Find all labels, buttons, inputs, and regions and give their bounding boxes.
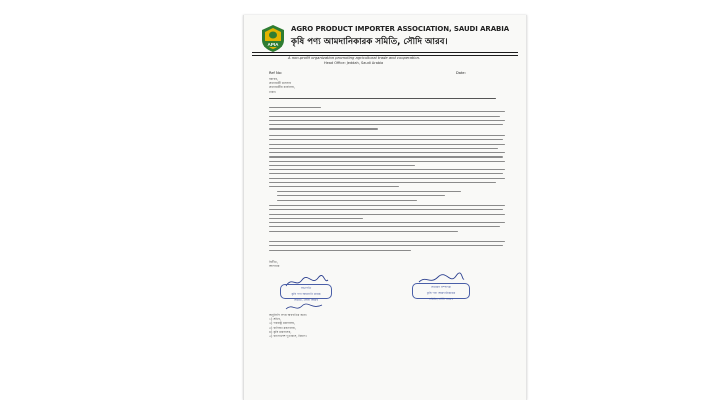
copy-to-heading: অনুলিপি সদয় অবগতির জন্য: [269, 313, 308, 317]
org-name-bangla: কৃষি পণ্য আমদানিকারক সমিতি, সৌদি আরব। [291, 37, 448, 47]
header-rule-thick [252, 52, 518, 53]
addressee-line: প্রধানমন্ত্রীর কার্যালয়, [269, 85, 295, 90]
copy-to-list [269, 313, 307, 338]
addressee-block [269, 77, 295, 94]
body-paragraph-6 [269, 241, 505, 254]
ref-label: Ref No: [269, 71, 283, 75]
closing-line: বিনীত, [269, 260, 278, 264]
president-stamp: সভাপতি কৃষি পণ্য আমদানি কারক সমিতি, সৌদি আরব [280, 284, 332, 299]
head-office: Head Office: Jeddah, Saudi Arabia [324, 61, 384, 65]
copy-to-item: ১) সচিব, [269, 317, 281, 322]
copy-to-item: ৪) কৃষি মন্ত্রণালয়, [269, 329, 292, 334]
tagline: A non-profit organization promoting agricultural trade and cooperation. [288, 56, 421, 60]
body-paragraph-5 [269, 222, 505, 235]
logo-text: APIA [267, 41, 279, 47]
body-paragraph-3 [269, 169, 505, 190]
addressee-line: প্রধানমন্ত্রী মহোদয় [269, 81, 292, 86]
org-name-english: AGRO PRODUCT IMPORTER ASSOCIATION, SAUDI ARABIA [291, 25, 510, 33]
copy-to-item: ৩) বাণিজ্য মন্ত্রণালয়, [269, 325, 296, 330]
signature-mark [284, 301, 324, 313]
header-rule-thin [252, 55, 518, 56]
body-paragraph-4 [269, 205, 505, 222]
letter-document [243, 15, 527, 400]
apia-logo-icon [260, 24, 286, 53]
closing-line: আপনার [269, 264, 280, 269]
addressee-line: ঢাকা। [269, 89, 277, 94]
body-paragraph-2 [269, 135, 505, 169]
copy-to-item: ৫) বাংলাদেশ দূতাবাস, রিয়াদ। [269, 334, 307, 339]
copy-to-item: ২) পররাষ্ট্র মন্ত্রণালয়, [269, 321, 296, 326]
bullet-list [277, 191, 477, 204]
date-label: Date: [456, 71, 466, 75]
subject-line [269, 98, 505, 102]
secretary-stamp: সাধারণ সম্পাদক কৃষি পণ্য আমদানিকারক সমিতি, সৌদি আরব [412, 283, 470, 299]
addressee-line: বরাবর, [269, 77, 278, 81]
closing-block [269, 260, 279, 268]
body-paragraph-1 [269, 107, 505, 133]
